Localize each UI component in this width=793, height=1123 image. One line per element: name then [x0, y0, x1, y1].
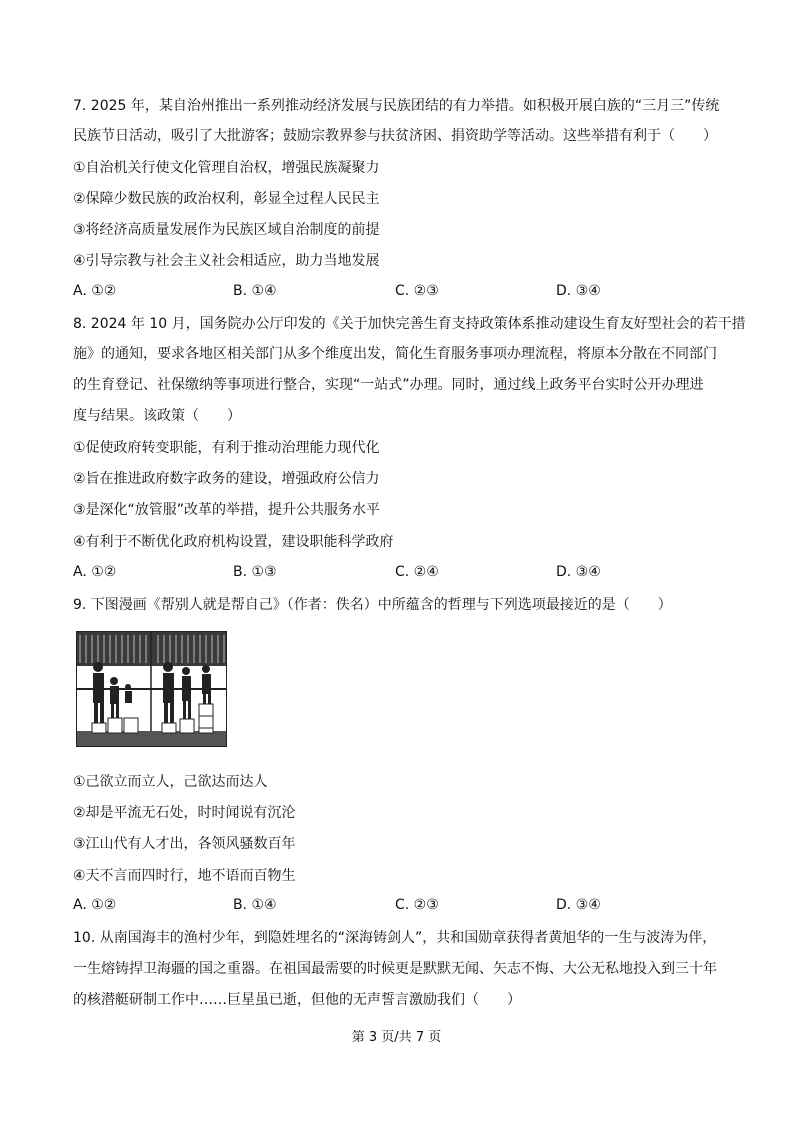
q8-options: [73, 564, 713, 584]
q9-option-c[interactable]: C. ②③: [395, 897, 439, 913]
q7-stem-line-2: 民族节日活动，吸引了大批游客；鼓励宗教界参与扶贫济困、捐资助学等活动。这些举措有利于（ ）: [73, 128, 717, 144]
q9-item-2: ②却是平流无石处，时时闻说有沉沦: [73, 805, 296, 821]
q8-option-b[interactable]: B. ①③: [233, 564, 277, 580]
q7-option-d[interactable]: D. ③④: [556, 283, 601, 299]
q9-option-a[interactable]: A. ①②: [73, 897, 117, 913]
q9-stem-line-1: 9. 下图漫画《帮别人就是帮自己》（作者：佚名）中所蕴含的哲理与下列选项最接近的是（ ）: [73, 597, 672, 613]
q9-option-d[interactable]: D. ③④: [556, 897, 601, 913]
q8-item-2: ②旨在推进政府数字政务的建设，增强政府公信力: [73, 471, 380, 487]
q7-option-c[interactable]: C. ②③: [395, 283, 439, 299]
q9-item-1: ①己欲立而立人，己欲达而达人: [73, 774, 268, 790]
q8-option-a[interactable]: A. ①②: [73, 564, 117, 580]
q8-stem-line-1: 8. 2024 年 10 月，国务院办公厅印发的《关于加快完善生育支持政策体系推动建设生育友好型社会的若干措: [73, 316, 746, 332]
q9-item-3: ③江山代有人才出，各领风骚数百年: [73, 836, 296, 852]
q7-option-a[interactable]: A. ①②: [73, 283, 117, 299]
q7-item-4: ④引导宗教与社会主义社会相适应，助力当地发展: [73, 253, 380, 269]
q8-stem-line-3: 的生育登记、社保缴纳等事项进行整合，实现“一站式”办理。同时，通过线上政务平台实时公开办理进: [73, 377, 704, 393]
q10-stem-line-2: 一生熔铸捍卫海疆的国之重器。在祖国最需要的时候更是默默无闻、矢志不悔、大公无私地投入到三十年: [73, 961, 717, 977]
q8-stem-line-2: 施》的通知，要求各地区相关部门从多个维度出发，简化生育服务事项办理流程，将原本分散在不同部门: [73, 346, 717, 362]
q10-stem-line-1: 10. 从南国海丰的渔村少年，到隐姓埋名的“深海铸剑人”，共和国勋章获得者黄旭华的一生与波涛为伴，: [73, 930, 717, 946]
q8-item-1: ①促使政府转变职能，有利于推动治理能力现代化: [73, 440, 380, 456]
q7-item-1: ①自治机关行使文化管理自治权，增强民族凝聚力: [73, 160, 380, 176]
q8-stem-line-4: 度与结果。该政策（ ）: [73, 408, 241, 424]
q8-option-d[interactable]: D. ③④: [556, 564, 601, 580]
page-footer: 第 3 页/共 7 页: [351, 1030, 442, 1045]
q9-item-4: ④天不言而四时行，地不语而百物生: [73, 868, 296, 884]
q10-stem-line-3: 的核潜艇研制工作中……巨星虽已逝，但他的无声誓言激励我们（ ）: [73, 992, 521, 1008]
q7-stem-line-1: 7. 2025 年，某自治州推出一系列推动经济发展与民族团结的有力举措。如积极开展白族的“三月三”传统: [73, 98, 720, 114]
q9-option-b[interactable]: B. ①④: [233, 897, 277, 913]
q8-item-3: ③是深化“放管服”改革的举措，提升公共服务水平: [73, 502, 381, 518]
q7-option-b[interactable]: B. ①④: [233, 283, 277, 299]
cartoon-image: [76, 631, 227, 747]
q9-options: [73, 897, 713, 917]
q8-option-c[interactable]: C. ②④: [395, 564, 439, 580]
q7-options: [73, 283, 713, 303]
q7-item-3: ③将经济高质量发展作为民族区域自治制度的前提: [73, 222, 380, 238]
q8-item-4: ④有利于不断优化政府机构设置，建设职能科学政府: [73, 534, 394, 550]
q7-item-2: ②保障少数民族的政治权利，彰显全过程人民民主: [73, 191, 380, 207]
